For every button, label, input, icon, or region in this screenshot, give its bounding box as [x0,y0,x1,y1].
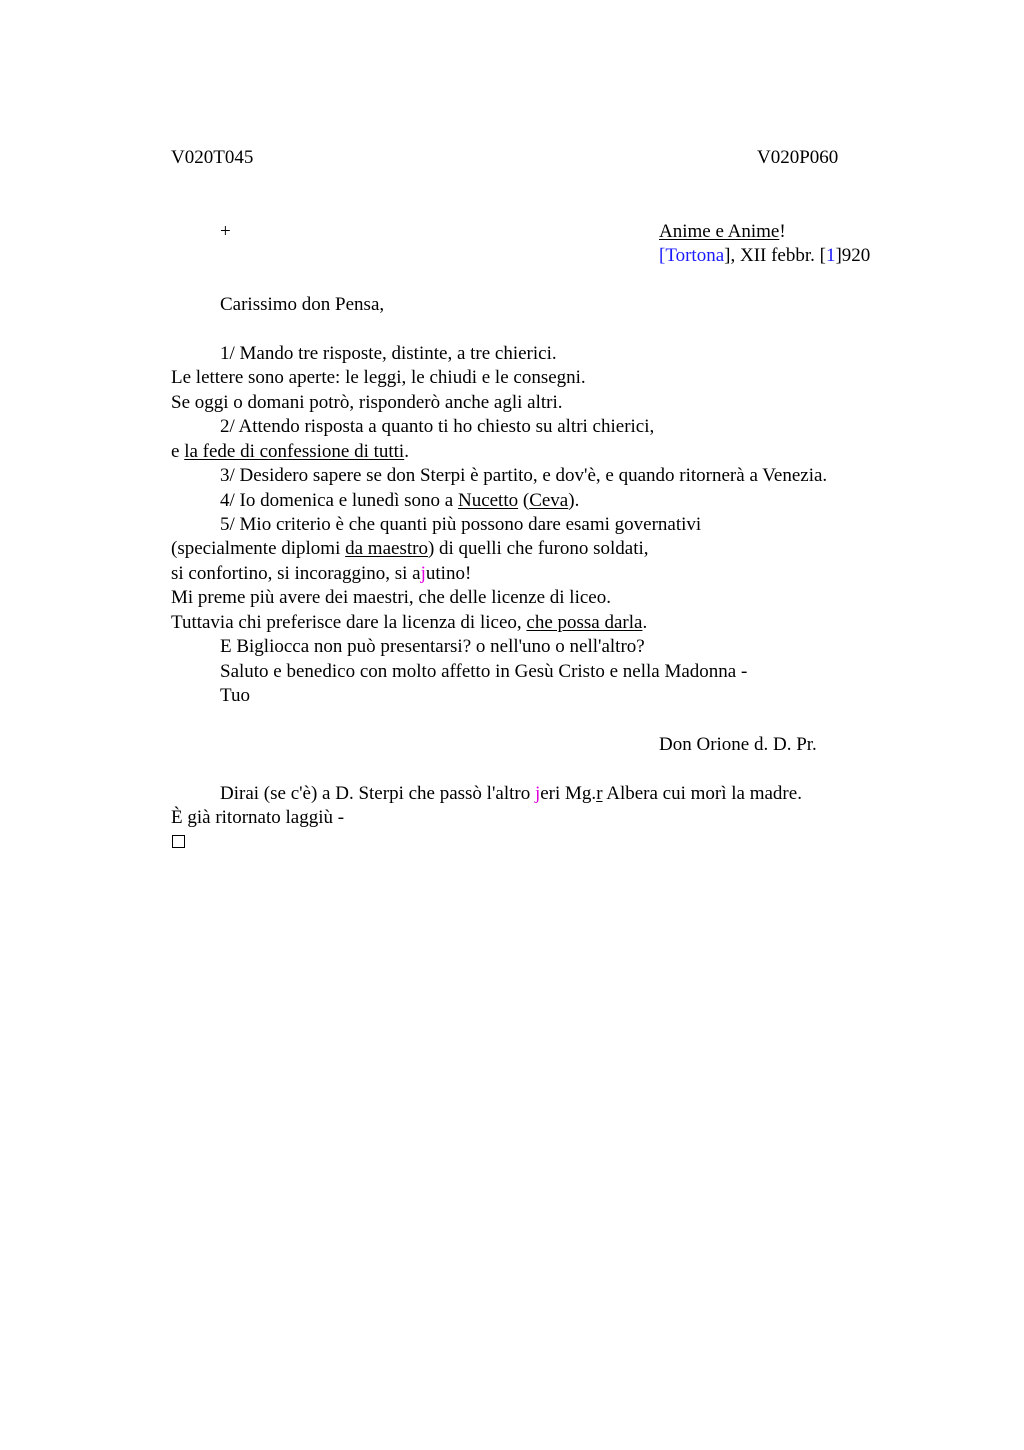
body-line-7-post: ). [568,490,580,511]
body-line-10-pre: si confortino, si incoraggino, si a [171,563,421,584]
body-line-10-highlight: j [420,563,426,584]
cross-mark: + [220,221,231,242]
date-line [659,244,870,268]
body-line-6: 3/ Desidero sapere se don Sterpi è partito, e dov'è, e quando ritornerà a Venezia. [220,465,828,486]
date-place: Tortona [665,245,725,266]
body-line-2: Le lettere sono aperte: le leggi, le chiudi e le consegni. [171,367,586,388]
postscript-line-1-underlined: r [596,783,603,804]
date-open-bracket: [ [659,245,666,266]
body-line-15: Tuo [220,685,250,706]
body-line-7 [220,489,579,513]
page-code-right: V020P060 [757,147,839,168]
body-line-11: Mi preme più avere dei maestri, che delle licenze di liceo. [171,587,611,608]
motto [659,220,786,244]
body-line-1: 1/ Mando tre risposte, distinte, a tre chierici. [220,343,557,364]
document-code-left: V020T045 [171,147,254,168]
body-line-8: 5/ Mio criterio è che quanti più possono dare esami governativi [220,514,702,535]
postscript-line-1 [220,782,802,806]
date-close-bracket: ], XII febbr. [ [724,245,826,266]
postscript-line-1-highlight: j [534,783,541,804]
postscript-line-1-pre: Dirai (se c'è) a D. Sterpi che passò l'altro [220,783,535,804]
body-line-9-post: ) di quelli che furono soldati, [427,538,649,559]
body-line-5-post: . [404,441,409,462]
date-year-digit: 1 [825,245,836,266]
motto-suffix: ! [779,221,786,242]
postscript-line-1-post: Albera cui morì la madre. [602,783,802,804]
body-line-7-town: Ceva [529,490,569,511]
body-line-14: Saluto e benedico con molto affetto in Gesù Cristo e nella Madonna - [220,661,748,682]
body-line-9 [171,537,649,561]
square-icon [172,835,185,848]
signature: Don Orione d. D. Pr. [659,734,817,755]
body-line-10 [171,562,471,586]
body-line-12-underlined: che possa darla [526,612,643,633]
body-line-9-underlined: da maestro [345,538,428,559]
body-line-7-place: Nucetto [457,490,519,511]
body-line-12-pre: Tuttavia chi preferisce dare la licenza di liceo, [171,612,527,633]
body-line-3: Se oggi o domani potrò, risponderò anche agli altri. [171,392,563,413]
postscript-line-2: È già ritornato laggiù - [171,807,345,828]
body-line-10-post: utino! [425,563,472,584]
postscript-line-1-mid: eri Mg. [540,783,597,804]
body-line-5 [171,440,409,464]
body-line-7-pre: 4/ Io domenica e lunedì sono a [220,490,458,511]
body-line-9-pre: (specialmente diplomi [171,538,346,559]
body-line-5-pre: e [171,441,185,462]
body-line-12-post: . [642,612,648,633]
end-marker-square-icon [172,831,185,855]
body-line-12 [171,611,647,635]
body-line-4: 2/ Attendo risposta a quanto ti ho chiesto su altri chierici, [220,416,655,437]
body-line-7-mid: ( [518,490,530,511]
body-line-13: E Bigliocca non può presentarsi? o nell'uno o nell'altro? [220,636,645,657]
body-line-5-underlined: la fede di confessione di tutti [184,441,405,462]
date-year-rest: ]920 [835,245,871,266]
salutation: Carissimo don Pensa, [220,294,385,315]
motto-underlined: Anime e Anime [659,221,780,242]
